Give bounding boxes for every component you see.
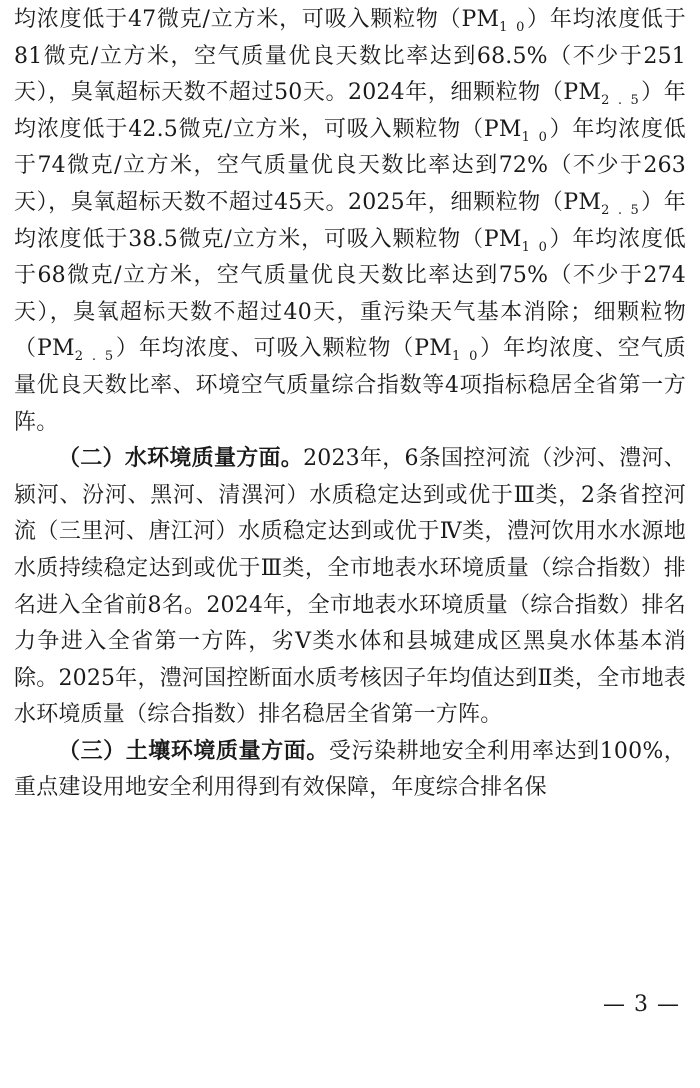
paragraph-air-quality: [14, 2, 686, 441]
text-run: ）年均浓度低于81微克/立方米，空气质量优良天数比率达到68.5%（不少于251天），臭氧超标天数不超过50天。2024年，细颗粒物（PM: [14, 7, 686, 106]
paragraph-soil-quality: [14, 734, 686, 807]
text-run: 受污染耕地安全利用率达到100%，重点建设用地安全利用得到有效保障，年度综合排名保: [14, 738, 687, 801]
pm-subscript: 1 0: [521, 129, 549, 145]
pm-subscript: 2 . 5: [74, 349, 116, 365]
section-heading: （二）水环境质量方面。: [58, 446, 304, 472]
paragraph-water-quality: [14, 441, 686, 734]
pm-subscript: 1 0: [451, 349, 480, 365]
text-run: ）年均浓度低于38.5微克/立方米，可吸入颗粒物（PM: [14, 189, 686, 252]
pm-subscript: 2 . 5: [601, 202, 641, 218]
pm-subscript: 1 0: [521, 239, 549, 255]
text-run: ）年均浓度低于68微克/立方米，空气质量优良天数比率达到75%（不少于274天），臭氧超标天数不超过40天，重污染天气基本消除；细颗粒物（PM: [14, 226, 686, 362]
text-run: ）年均浓度、空气质量优良天数比率、环境空气质量综合指数等4项指标稳居全省第一方阵。: [14, 336, 686, 435]
pm-subscript: 1 0: [499, 20, 527, 35]
section-heading: （三）土壤环境质量方面。: [58, 738, 329, 764]
document-body: [14, 2, 686, 807]
text-run: ）年均浓度、可吸入颗粒物（PM: [115, 336, 452, 362]
text-run: ）年均浓度低于74微克/立方米，空气质量优良天数比率达到72%（不少于263天），臭氧超标天数不超过45天。2025年，细颗粒物（PM: [14, 116, 686, 215]
text-run: ）年均浓度低于42.5微克/立方米，可吸入颗粒物（PM: [14, 80, 686, 142]
text-run: 均浓度低于47微克/立方米，可吸入颗粒物（PM: [14, 7, 500, 32]
pm-subscript: 2 . 5: [601, 93, 641, 109]
page-number: — 3 —: [603, 992, 680, 1017]
text-run: 2023年，6条国控河流（沙河、澧河、颍河、汾河、黑河、清潩河）水质稳定达到或优于Ⅲ类，2条省控河流（三里河、唐江河）水质稳定达到或优于Ⅳ类，澧河饮用水水源地水质持续稳定达到或优于Ⅲ类，全市地表水环境质量（综合指数）排名进入全省前8名。2024年，全市地表水环境质量（综合指数）排名力争进入全省第一方阵，劣Ⅴ类水体和县城建成区黑臭水体基本消除。2025年，澧河国控断面水质考核因子年均值达到Ⅱ类，全市地表水环境质量（综合指数）排名稳居全省第一方阵。: [14, 446, 687, 728]
